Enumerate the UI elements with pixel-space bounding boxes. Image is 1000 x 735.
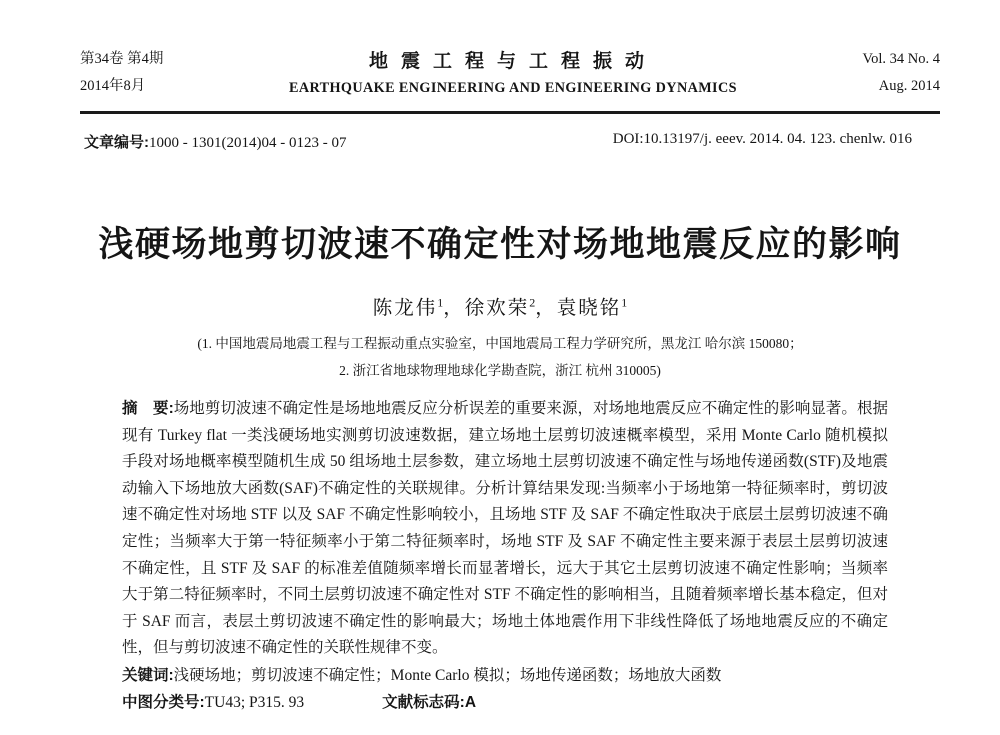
affiliation-line: (1. 中国地震局地震工程与工程振动重点实验室，中国地震局工程力学研究所，黑龙江 哈尔滨 150080； [197,336,803,351]
abstract-paragraph [122,396,888,662]
clc-label: 中图分类号: [122,693,205,711]
author-affil-sup: 1 [437,295,444,310]
article-number [84,131,346,152]
volume-number-line: Vol. 34 No. 4 [862,51,940,67]
doc-code-label: 文献标志码: [382,693,465,711]
journal-title-cn: 地震工程与工程振动 [368,51,657,72]
abstract-section [122,396,888,716]
affiliation-line: 2. 浙江省地球物理地球化学勘查院，浙江 杭州 310005) [339,362,661,378]
author-separator: ， [535,298,557,319]
journal-title-block [163,46,862,97]
author [464,295,557,319]
author-affil-sup: 1 [621,295,628,310]
classification-line [122,690,888,717]
journal-masthead [80,46,940,100]
doi: DOI:10.13197/j. eeev. 2014. 04. 123. chenlw. 016 [612,131,912,147]
masthead-divider [80,111,940,114]
author-separator: ， [443,298,465,319]
volume-info [863,46,940,100]
author-name: 徐欢荣 [464,298,530,319]
issue-volume-line: 第34卷 第4期 [80,51,164,67]
author-name: 陈龙伟 [372,298,438,319]
keywords-text: 浅硬场地；剪切波速不确定性；Monte Carlo 模拟；场地传递函数；场地放大函数 [173,666,722,684]
doc-code-value: A [464,693,477,711]
author [556,295,628,319]
author-list [0,292,1000,320]
article-number-label: 文章编号: [84,134,149,151]
author [372,295,465,319]
abstract-label: 摘 要: [122,400,174,417]
article-title: 浅硬场地剪切波速不确定性对场地地震反应的影响 [98,225,902,265]
issue-date-line: 2014年8月 [80,78,146,94]
abstract-text: 场地剪切波速不确定性是场地地震反应分析误差的重要来源，对场地地震反应不确定性的影响显著。根据现有 Turkey flat 一类浅硬场地实测剪切波速数据，建立场地土层剪切波速概率模型，采用 Monte Carlo 随机模拟手段对场地概率模型随机生成 50 组场地土层参数，建立场地土层剪切波速不确定性与场地传递函数(STF)及地震动输入下场地放大函数(SAF)不确定性的关联规律。分析计算结果发现:当频率小于场地第一特征频率时，剪切波速不确定性对场地 STF 以及 SAF 不确定性影响较小，且场地 STF 及 SAF 不确定性取决于底层土层剪切波速不确定性；当频率大于第一特征频率小于第二特征频率时，场地 STF 及 SAF 不确定性主要来源于表层土层剪切波速不确定性，且 STF 及 SAF 的标准差值随频率增长而显著增长，远大于其它土层剪切波速不确定性影响；当频率大于第二特征频率时，不同土层剪切波速不确定性对 STF 不确定性的影响相当，且随着频率增长基本稳定，但对于 SAF 而言，表层土剪切波速不确定性的影响最大；场地土体地震作用下非线性降低了场地地震反应的不确定性，但与剪切波速不确定性的关联性规律不变。 [122,400,888,657]
article-number-value: 1000 - 1301(2014)04 - 0123 - 07 [149,135,347,151]
volume-date-line: Aug. 2014 [878,78,940,94]
author-affil-sup: 2 [529,295,536,310]
keywords-label: 关键词: [122,666,174,684]
article-meta-row [84,131,912,152]
issue-info [80,46,163,100]
affiliations [0,331,1000,384]
keywords-line [122,663,888,690]
author-name: 袁晓铭 [556,298,622,319]
journal-title-en: EARTHQUAKE ENGINEERING AND ENGINEERING DYNAMICS [288,80,737,96]
clc-value: TU43; P315. 93 [204,693,305,711]
